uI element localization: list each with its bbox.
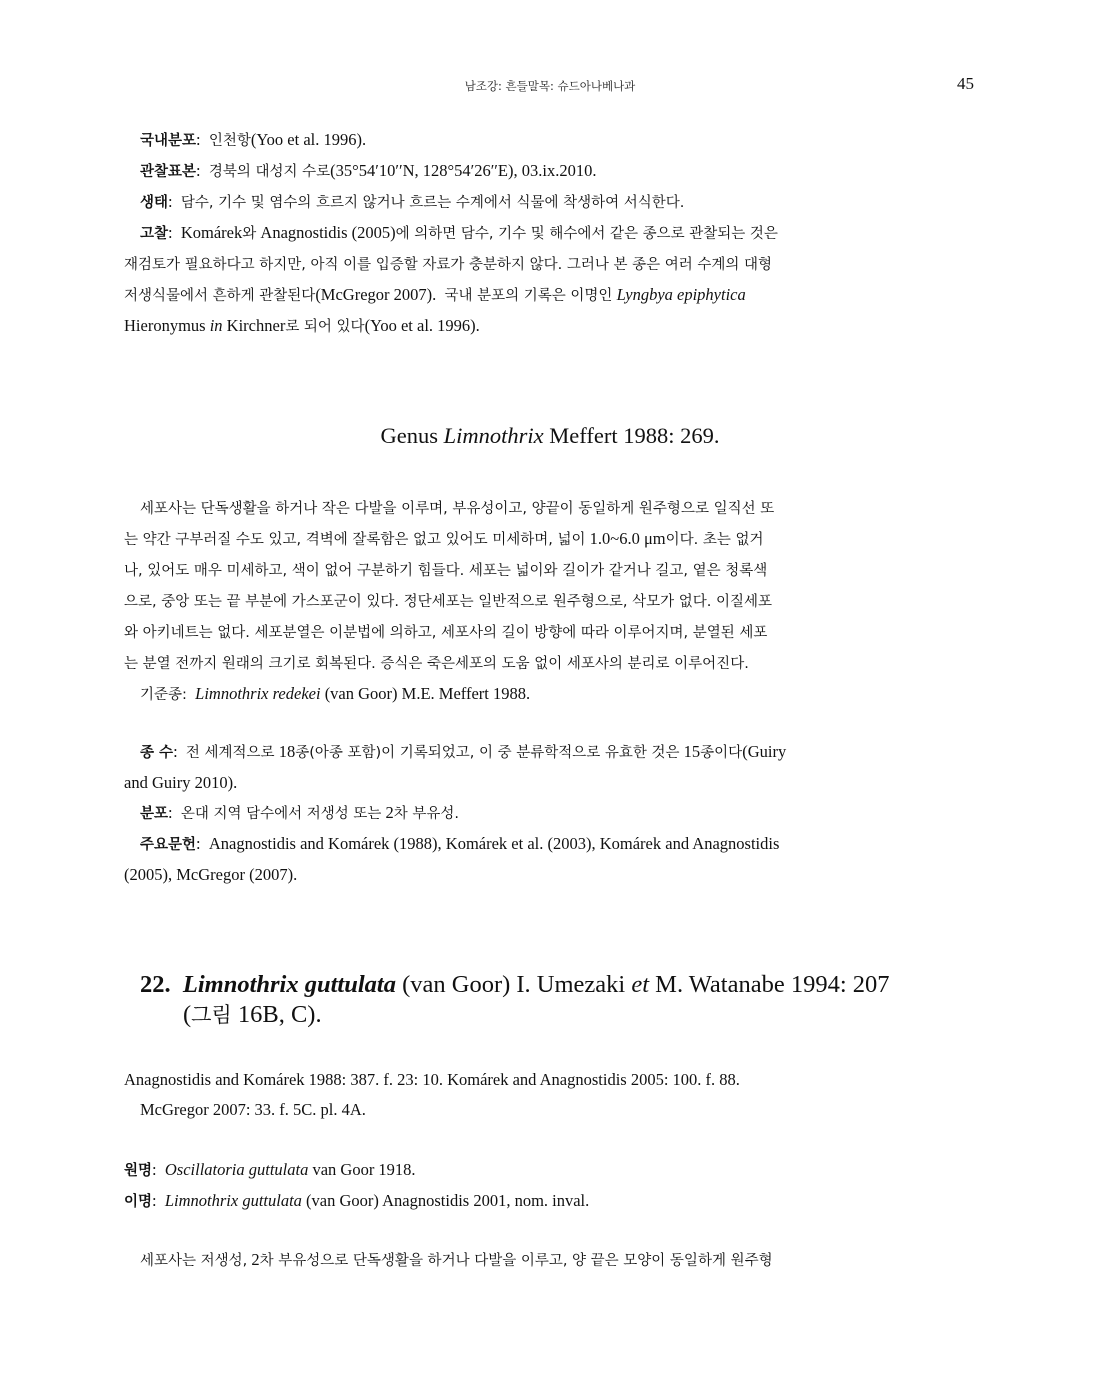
species-count: 종 수: 전 세계적으로 18종(아종 포함)이 기록되었고, 이 중 분류학적으로 유효한 것은 15종이다(Guiry and Guiry 2010). [124,742,787,792]
ecology: 생태: 담수, 기수 및 염수의 흐르지 않거나 흐르는 수계에서 식물에 착생하여 서식한다. [140,192,685,211]
genus-description-section [124,493,975,710]
genus-description: 세포사는 단독생활을 하거나 작은 다발을 이루며, 부유성이고, 양끝이 동일하게 원주형으로 일직선 또 는 약간 구부러질 수도 있고, 격벽에 잘록함은 없고 있어도 미세하며, 넓이 1.0~6.0 μm이다. 초는 없거 나, 있어도 매우 미세하고, 색이 없어 구분하기 힘들다. 세포는 넓이와 길이가 같거나 길고, 옅은 청록색 으로, 중앙 또는 끝 부분에 가스포군이 있다. 정단세포는 일반적으로 원주형으로, 삭모가 없다. 이질세포 와 아키네트는 없다. 세포분열은 이분법에 의하고, 세포사의 길이 방향에 따라 이루어지며, 분열된 세포 는 분열 전까지 원래의 크기로 회복된다. 증식은 죽은세포의 도움 없이 세포사의 분리로 이루어진다. [124,501,775,672]
running-title: 남조강: 흔들말목: 슈드아나베나과 [464,79,636,93]
species-notes-section [124,125,975,342]
basionym: 원명: Oscillatoria guttulata van Goor 1918. [124,1160,416,1179]
nomenclature-section [124,1155,975,1217]
genus-heading: Genus Limnothrix Meffert 1988: 269. [380,423,720,448]
genus-distribution: 분포: 온대 지역 담수에서 저생성 또는 2차 부유성. [140,803,460,822]
synonym: 이명: Limnothrix guttulata (van Goor) Anagnostidis 2001, nom. inval. [124,1191,590,1210]
species-literature-section [124,1065,975,1125]
domestic-distribution: 국내분포: 인천항(Yoo et al. 1996). [140,130,367,149]
running-header [0,74,1100,96]
species-description-section [124,1245,975,1276]
page-number: 45 [957,74,974,93]
literature-citations: Anagnostidis and Komárek 1988: 387. f. 23: 10. Komárek and Anagnostidis 2005: 100. f. 88. McGregor 2007: 33. f. 5C. pl. 4A. [124,1070,740,1119]
remarks: 고찰: Komárek와 Anagnostidis (2005)에 의하면 담수, 기수 및 해수에서 같은 종으로 관찰되는 것은 재검토가 필요하다고 하지만, 아직 이를 입증할 자료가 충분하지 않다. 그러나 본 종은 여러 수계의 대형 저생식물에서 흔하게 관찰된다(McGregor 2007). 국내 분포의 기록은 이명인 Lyngbya epiphytica Hieronymus in Kirchner로 되어 있다(Yoo et al. 1996). [124,223,778,335]
key-references: 주요문헌: Anagnostidis and Komárek (1988), Komárek et al. (2003), Komárek and Anagnostidis (2005), McGregor (2007). [124,834,780,884]
species-heading: 22. Limnothrix guttulata (van Goor) I. Umezaki et M. Watanabe 1994: 207 (그림 16B, C). [140,971,890,1028]
type-species: 기준종: Limnothrix redekei (van Goor) M.E. Meffert 1988. [140,684,531,703]
observed-specimen: 관찰표본: 경북의 대성지 수로(35°54′10′′N, 128°54′26′′E), 03.ix.2010. [140,161,597,180]
species-description: 세포사는 저생성, 2차 부유성으로 단독생활을 하거나 다발을 이루고, 양 끝은 모양이 동일하게 원주형 [140,1250,773,1269]
genus-info-section [124,737,975,890]
